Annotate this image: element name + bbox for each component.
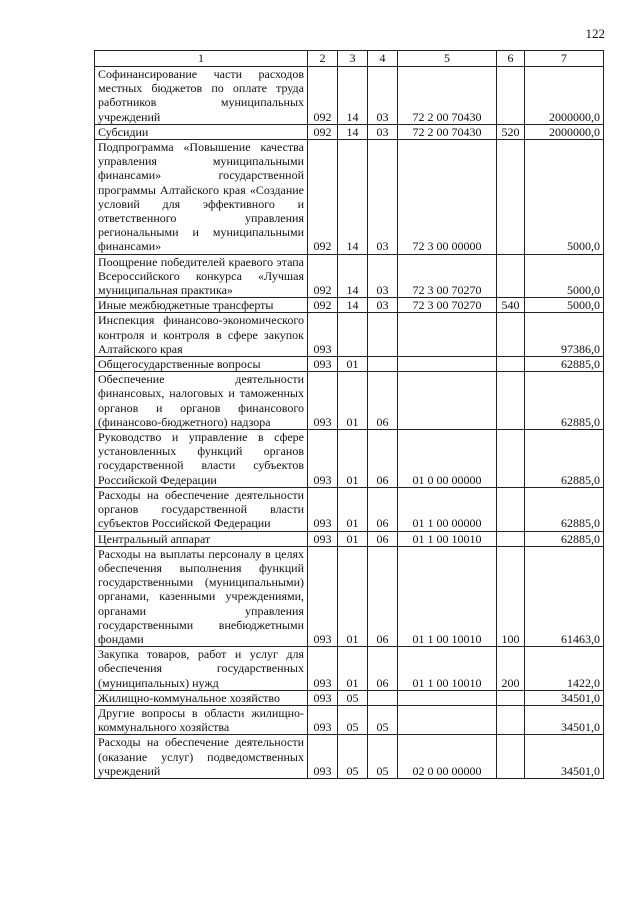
expense-type-code: [497, 430, 525, 488]
row-name: Расходы на обеспечение деятельности органов государственной власти субъектов Российской Федерации: [95, 487, 308, 531]
amount: 62885,0: [525, 357, 604, 372]
row-name: Закупка товаров, работ и услуг для обеспечения государственных (муниципальных) нужд: [95, 647, 308, 691]
ministry-code: 093: [308, 372, 338, 430]
row-name: Инспекция финансово-экономического контроля и контроля в сфере закупок Алтайского края: [95, 313, 308, 357]
table-row: [95, 313, 604, 357]
expense-type-code: 100: [497, 546, 525, 646]
subsection-code: 05: [368, 735, 398, 779]
subsection-code: 03: [368, 124, 398, 139]
amount: 5000,0: [525, 254, 604, 298]
ministry-code: 093: [308, 430, 338, 488]
target-item-code: 01 0 00 00000: [398, 430, 497, 488]
section-code: 14: [338, 67, 368, 125]
ministry-code: 093: [308, 647, 338, 691]
section-code: 01: [338, 357, 368, 372]
ministry-code: 092: [308, 298, 338, 313]
target-item-code: 72 2 00 70430: [398, 124, 497, 139]
subsection-code: 06: [368, 531, 398, 546]
ministry-code: 092: [308, 140, 338, 255]
target-item-code: 01 1 00 10010: [398, 546, 497, 646]
table-row: [95, 124, 604, 139]
section-code: 05: [338, 705, 368, 734]
target-item-code: [398, 313, 497, 357]
section-code: 05: [338, 735, 368, 779]
subsection-code: 03: [368, 298, 398, 313]
target-item-code: [398, 705, 497, 734]
row-name: Другие вопросы в области жилищно-коммунального хозяйства: [95, 705, 308, 734]
row-name: Иные межбюджетные трансферты: [95, 298, 308, 313]
expense-type-code: [497, 690, 525, 705]
subsection-code: [368, 690, 398, 705]
table-row: [95, 735, 604, 779]
row-name: Расходы на выплаты персоналу в целях обеспечения выполнения функций государственными (муниципальными) органами, казенными учреждениями, органами управления государственными внебюджетными фондами: [95, 546, 308, 646]
column-number-expense-type: 6: [497, 51, 525, 67]
table-row: [95, 430, 604, 488]
table-row: [95, 357, 604, 372]
target-item-code: 01 1 00 00000: [398, 487, 497, 531]
expense-type-code: [497, 531, 525, 546]
expense-type-code: [497, 140, 525, 255]
section-code: 14: [338, 140, 368, 255]
column-number-target-item: 5: [398, 51, 497, 67]
table-body: [95, 51, 604, 779]
ministry-code: 092: [308, 254, 338, 298]
section-code: 01: [338, 546, 368, 646]
subsection-code: [368, 313, 398, 357]
amount: 34501,0: [525, 705, 604, 734]
amount: 62885,0: [525, 430, 604, 488]
amount: 62885,0: [525, 531, 604, 546]
target-item-code: [398, 690, 497, 705]
subsection-code: 06: [368, 546, 398, 646]
ministry-code: 092: [308, 124, 338, 139]
table-row: [95, 647, 604, 691]
expense-type-code: [497, 67, 525, 125]
amount: 97386,0: [525, 313, 604, 357]
row-name: Жилищно-коммунальное хозяйство: [95, 690, 308, 705]
ministry-code: 093: [308, 705, 338, 734]
table-row: [95, 546, 604, 646]
row-name: Обеспечение деятельности финансовых, налоговых и таможенных органов и органов финансового (финансово-бюджетного) надзора: [95, 372, 308, 430]
section-code: 14: [338, 298, 368, 313]
amount: 2000000,0: [525, 67, 604, 125]
expense-type-code: [497, 357, 525, 372]
expense-type-code: [497, 735, 525, 779]
subsection-code: 03: [368, 254, 398, 298]
section-code: 14: [338, 254, 368, 298]
subsection-code: 06: [368, 647, 398, 691]
row-name: Расходы на обеспечение деятельности (оказание услуг) подведомственных учреждений: [95, 735, 308, 779]
column-number-section: 3: [338, 51, 368, 67]
target-item-code: 02 0 00 00000: [398, 735, 497, 779]
table-row: [95, 298, 604, 313]
target-item-code: 72 3 00 70270: [398, 254, 497, 298]
expense-type-code: [497, 313, 525, 357]
section-code: 14: [338, 124, 368, 139]
amount: 61463,0: [525, 546, 604, 646]
amount: 5000,0: [525, 140, 604, 255]
row-name: Подпрограмма «Повышение качества управления муниципальными финансами» государственной программы Алтайского края «Создание условий для эффективного и ответственного управления региональными и муниципальными финансами»: [95, 140, 308, 255]
target-item-code: [398, 357, 497, 372]
table-row: [95, 690, 604, 705]
section-code: 01: [338, 531, 368, 546]
expense-type-code: [497, 372, 525, 430]
ministry-code: 092: [308, 67, 338, 125]
ministry-code: 093: [308, 357, 338, 372]
budget-table: [94, 50, 604, 779]
subsection-code: 06: [368, 372, 398, 430]
column-number-ministry: 2: [308, 51, 338, 67]
table-row: [95, 140, 604, 255]
subsection-code: [368, 357, 398, 372]
section-code: [338, 313, 368, 357]
target-item-code: 72 3 00 00000: [398, 140, 497, 255]
ministry-code: 093: [308, 690, 338, 705]
subsection-code: 03: [368, 140, 398, 255]
section-code: 01: [338, 430, 368, 488]
ministry-code: 093: [308, 313, 338, 357]
expense-type-code: [497, 705, 525, 734]
table-row: [95, 531, 604, 546]
column-number-name: 1: [95, 51, 308, 67]
expense-type-code: 520: [497, 124, 525, 139]
column-number-amount: 7: [525, 51, 604, 67]
amount: 5000,0: [525, 298, 604, 313]
page-number: 122: [585, 26, 605, 41]
row-name: Поощрение победителей краевого этапа Всероссийского конкурса «Лучшая муниципальная практика»: [95, 254, 308, 298]
ministry-code: 093: [308, 546, 338, 646]
amount: 2000000,0: [525, 124, 604, 139]
column-number-subsection: 4: [368, 51, 398, 67]
row-name: Центральный аппарат: [95, 531, 308, 546]
row-name: Субсидии: [95, 124, 308, 139]
ministry-code: 093: [308, 531, 338, 546]
expense-type-code: [497, 487, 525, 531]
section-code: 05: [338, 690, 368, 705]
subsection-code: 06: [368, 487, 398, 531]
amount: 34501,0: [525, 735, 604, 779]
table-row: [95, 67, 604, 125]
expense-type-code: 200: [497, 647, 525, 691]
row-name: Общегосударственные вопросы: [95, 357, 308, 372]
table-row: [95, 487, 604, 531]
amount: 1422,0: [525, 647, 604, 691]
table-row: [95, 254, 604, 298]
ministry-code: 093: [308, 735, 338, 779]
section-code: 01: [338, 647, 368, 691]
subsection-code: 05: [368, 705, 398, 734]
target-item-code: 01 1 00 10010: [398, 531, 497, 546]
amount: 62885,0: [525, 372, 604, 430]
column-number-row: [95, 51, 604, 67]
expense-type-code: 540: [497, 298, 525, 313]
target-item-code: 72 3 00 70270: [398, 298, 497, 313]
amount: 62885,0: [525, 487, 604, 531]
table-row: [95, 372, 604, 430]
target-item-code: [398, 372, 497, 430]
amount: 34501,0: [525, 690, 604, 705]
subsection-code: 06: [368, 430, 398, 488]
table-row: [95, 705, 604, 734]
expense-type-code: [497, 254, 525, 298]
row-name: Руководство и управление в сфере установленных функций органов государственной власти субъектов Российской Федерации: [95, 430, 308, 488]
row-name: Софинансирование части расходов местных бюджетов по оплате труда работников муниципальных учреждений: [95, 67, 308, 125]
section-code: 01: [338, 372, 368, 430]
ministry-code: 093: [308, 487, 338, 531]
target-item-code: 01 1 00 10010: [398, 647, 497, 691]
target-item-code: 72 2 00 70430: [398, 67, 497, 125]
section-code: 01: [338, 487, 368, 531]
subsection-code: 03: [368, 67, 398, 125]
